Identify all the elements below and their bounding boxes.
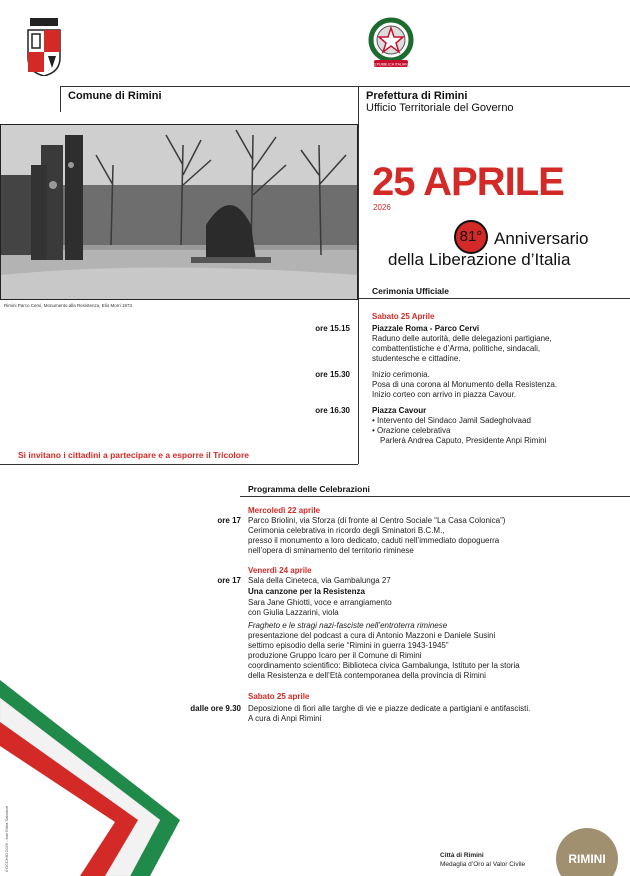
ceremony-time: ore 16.30	[315, 406, 350, 415]
event-line: produzione Gruppo Icaro per il Comune di Rimini	[248, 651, 422, 660]
ceremony-rule	[358, 298, 630, 299]
event-day: Venerdì 24 aprile	[248, 566, 312, 575]
ceremony-line: • Intervento del Sindaco Jamil Sadegholvaad	[372, 416, 531, 425]
anniversary-number: 81°	[459, 228, 483, 245]
event-line: presentazione del podcast a cura di Antonio Mazzoni e Daniele Susini	[248, 631, 496, 640]
ceremony-place: Piazza Cavour	[372, 406, 427, 415]
header-left-divider	[60, 86, 61, 112]
tricolore-ribbon	[0, 670, 260, 876]
prefettura-name: Prefettura di Rimini	[366, 90, 468, 102]
event-line: settimo episodio della serie “Rimini in guerra 1943-1945”	[248, 641, 449, 650]
event-line: con Giulia Lazzarini, viola	[248, 608, 339, 617]
ceremony-time: ore 15.15	[315, 324, 350, 333]
footer-medal: Medaglia d’Oro al Valor Civile	[440, 861, 526, 868]
comune-rimini-emblem	[26, 18, 62, 76]
emblem-ribbon-text: REPUBBLICA ITALIANA	[371, 62, 411, 67]
rimini-seal-text: RIMINI	[568, 852, 606, 866]
invite-text: Si invitano i cittadini a partecipare e a esporre il Tricolore	[18, 450, 249, 460]
monument-photo	[0, 124, 358, 300]
anniversary-label: Anniversario	[494, 229, 589, 248]
event-year: 2026	[373, 203, 391, 212]
header-rule	[60, 86, 630, 87]
event-day: Sabato 25 aprile	[248, 692, 310, 701]
header-right-divider	[358, 86, 359, 124]
event-title: Una canzone per la Resistenza	[248, 587, 365, 596]
event-time: dalle ore 9.30	[190, 704, 241, 713]
event-time: ore 17	[217, 576, 241, 585]
repubblica-italiana-emblem	[364, 16, 418, 74]
rimini-seal	[556, 828, 618, 876]
ceremony-line: Parlerà Andrea Caputo, Presidente Anpi Rimini	[380, 436, 547, 445]
ceremony-line: Raduno delle autorità, delle delegazioni partigiane,	[372, 334, 552, 343]
event-line: Sara Jane Ghiotti, voce e arrangiamento	[248, 598, 392, 607]
podcast-title: Fragheto e le stragi nazi-fasciste nell’entroterra riminese	[248, 621, 448, 630]
event-line: Deposizione di fiori alle targhe di vie e piazze dedicate a partigiani e antifascisti.	[248, 704, 531, 713]
ceremony-line: studentesche e cittadine.	[372, 354, 461, 363]
event-line: Sala della Cineteca, via Gambalunga 27	[248, 576, 391, 585]
footer-city: Città di Rimini	[440, 852, 484, 859]
ceremony-line: • Orazione celebrativa	[372, 426, 451, 435]
ceremony-line: combattentistiche e d’Arma, politiche, sindacali,	[372, 344, 541, 353]
ceremony-line: Posa di una corona al Monumento della Resistenza.	[372, 380, 557, 389]
prefettura-subtitle: Ufficio Territoriale del Governo	[366, 102, 514, 114]
event-line: Parco Briolini, via Sforza (di fronte al Centro Sociale “La Casa Colonica”)	[248, 516, 506, 525]
content-divider	[358, 124, 359, 464]
event-time: ore 17	[217, 516, 241, 525]
ceremony-time: ore 15.30	[315, 370, 350, 379]
event-date: 25 APRILE	[372, 160, 564, 204]
program-rule	[240, 496, 630, 497]
program-heading: Programma delle Celebrazioni	[248, 484, 370, 494]
photo-caption: Rimini Parco Cervi, Monumento alla Resistenza, Elio Morri 1973	[4, 303, 133, 308]
event-line: presso il monumento a loro dedicato, caduti nell’immediato dopoguerra	[248, 536, 500, 545]
ceremony-bottom-rule	[0, 464, 358, 465]
event-line: nell’opera di sminamento del territorio riminese	[248, 546, 414, 555]
event-line: della Resistenza e dell’Età contemporanea della provincia di Rimini	[248, 671, 486, 680]
anniversary-badge	[454, 220, 488, 254]
ceremony-heading: Cerimonia Ufficiale	[372, 286, 449, 296]
ceremony-place: Piazzale Roma - Parco Cervi	[372, 324, 480, 333]
event-line: coordinamento scientifico: Biblioteca civica Gambalunga, Istituto per la storia	[248, 661, 520, 670]
event-day: Mercoledì 22 aprile	[248, 506, 321, 515]
event-line: A cura di Anpi Rimini	[248, 714, 322, 723]
comune-name: Comune di Rimini	[68, 90, 162, 102]
ceremony-day: Sabato 25 Aprile	[372, 312, 435, 321]
ceremony-line: Inizio cerimonia.	[372, 370, 430, 379]
liberation-subtitle: della Liberazione d’Italia	[388, 250, 571, 269]
event-line: Cerimonia celebrativa in ricordo degli Sminatori B.C.M.,	[248, 526, 445, 535]
ceremony-line: Inizio corteo con arrivo in piazza Cavour.	[372, 390, 517, 399]
photo-credit: il OCCHIO 2026 - foto Erika Salvatori	[4, 805, 9, 872]
